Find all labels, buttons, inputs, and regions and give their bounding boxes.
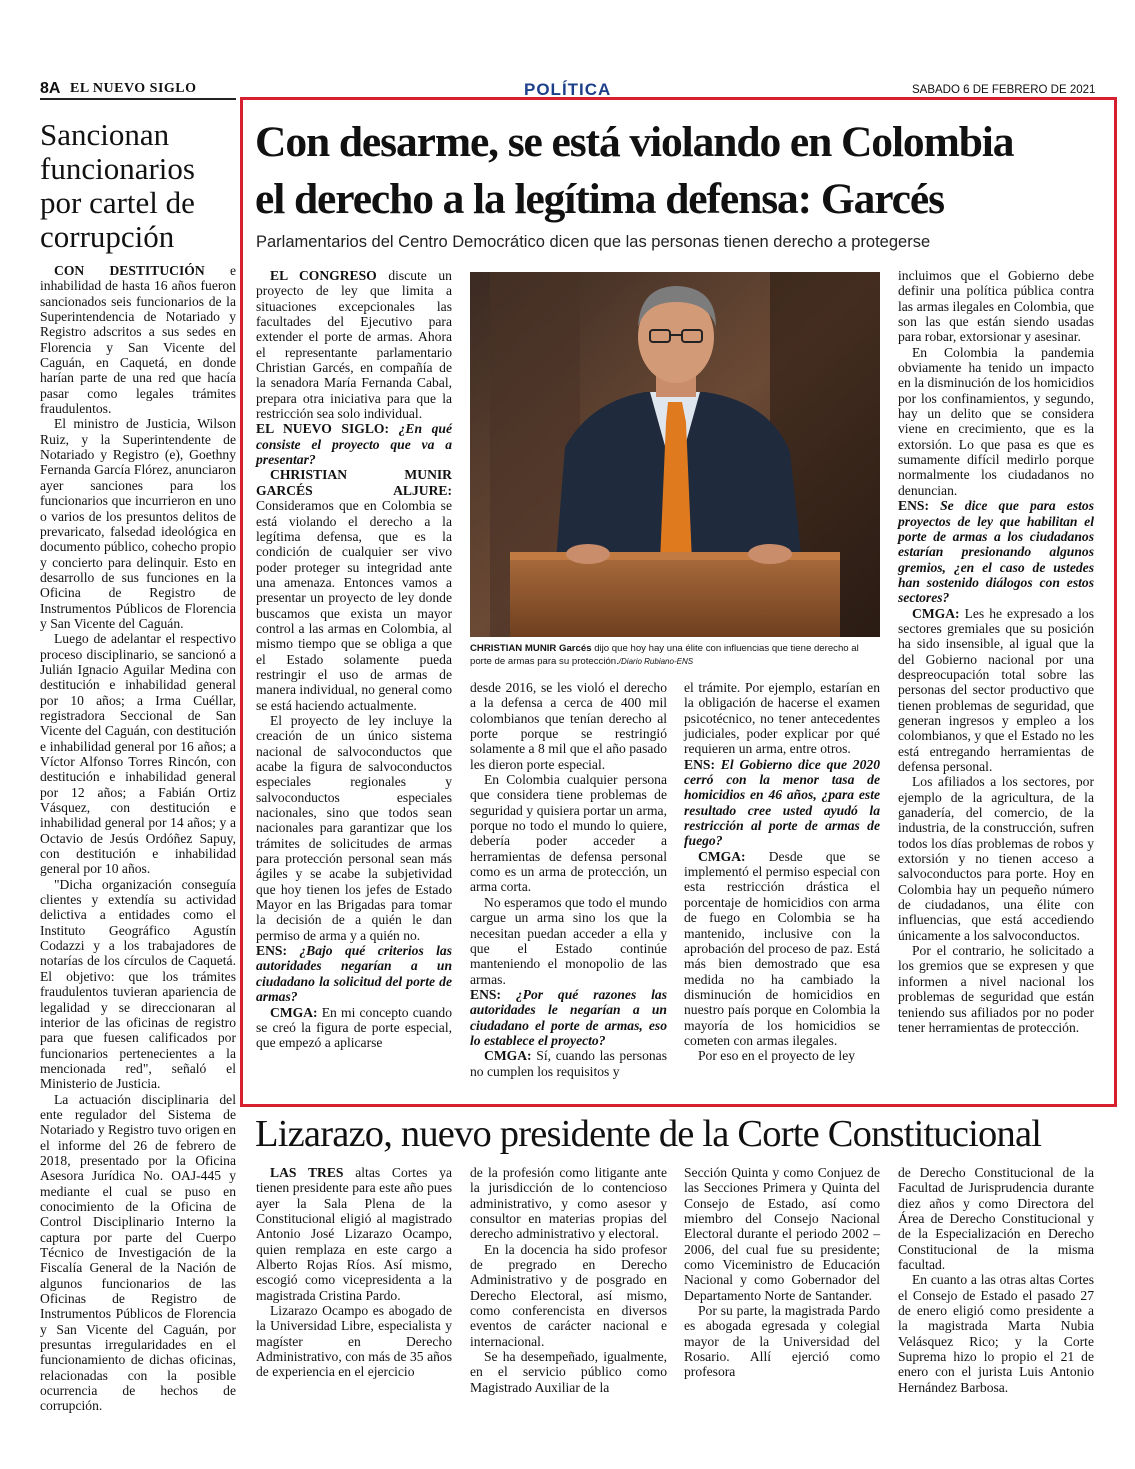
main-headline-line1: Con desarme, se está violando en Colombia xyxy=(255,118,1014,166)
photo-caption xyxy=(470,642,880,668)
caption-text: dijo que hoy hay una élite con influencias que tiene derecho al porte de armas para su protección. xyxy=(470,643,859,667)
side-p3: Luego de adelantar el respectivo proceso disciplinario, se sancionó a Julián Ignacio Aguilar Medina con destitución e inhabilidad general por 10 años; a Irma Cuéllar, registradora Seccional de San Vicente del Caguán, con destitución e inhabilidad general por 16 años; a Víctor Alfonso Torres Rincón, con destitución e inhabilidad general por 12 años; a Fabián Ortiz Vásquez, con destitución e inhabilidad general por 14 años; y a Octavio de Jesús Ordóñez Sapuy, con destitución e inhabilidad general por 10 años. xyxy=(40,631,236,877)
question-text: ¿Bajo qué criterios las autoridades negarían a un ciudadano la solicitud del porte de armas? xyxy=(256,943,452,1005)
second-c4-p1: de Derecho Constitucional de la Facultad de Jurisprudencia durante diez años y como Directora del Área de Derecho Constitucional y de la Especialización en Derecho Constitucional de la misma facultad. xyxy=(898,1165,1094,1273)
main-c3-p2: Por eso en el proyecto de ley xyxy=(698,1048,856,1064)
second-c2-p3: Se ha desempeñado, igualmente, en el servicio público como Magistrado Auxiliar de la xyxy=(470,1349,667,1395)
question-label: ENS: xyxy=(684,756,721,772)
question-label: ENS: xyxy=(470,986,516,1002)
caption-credit: /Diario Rubiano-ENS xyxy=(618,657,694,666)
answer-label: CHRISTIAN MUNIR GARCÉS ALJURE: xyxy=(256,467,452,498)
main-column-2 xyxy=(470,680,667,1092)
main-c1-p2: El proyecto de ley incluye la creación de un único sistema nacional de salvoconductos que acabe la figura de salvoconductos especiales regionales y salvoconductos especiales nacionales, sino que todos sean nacionales para garantizar que los trámites de solicitudes de armas para protección personal sean más ágiles y se acabe la subjetividad que hoy tienen los jefes de Estado Mayor en las Brigadas para tomar la decisión de a quién le dan permiso de arma y a quién no. xyxy=(256,712,452,943)
main-c1-p1: discute un proyecto de ley que limita a situaciones excepcionales las facultades del Ejecutivo para extender el porte de armas. Ahora el representante parlamentario Christian Garcés, en compañía de la senadora María Fernanda Cabal, prepara otra iniciativa para que la restricción sea solo individual. xyxy=(256,268,452,422)
second-column-1 xyxy=(256,1165,452,1395)
side-p5: La actuación disciplinaria del ente regulador del Sistema de Notariado y Registro tuvo origen en el informe del 26 de febrero de 2018, presentado por la Oficina Asesora Jurídica No. OAJ-445 y mediante el cual se puso en conocimiento de la Oficina de Control Disciplinario Interno la captura por parte del Cuerpo Técnico de Investigación de la Fiscalía General de la Nación de algunos funcionarios de las Oficinas de Registro de Instrumentos Públicos de Florencia y San Vicente del Caguán, por presuntas irregularidades en el funcionamiento de dichas oficinas, relacionadas con la posible ocurrencia de hechos de corrupción. xyxy=(40,1091,236,1414)
second-c2-p1: de la profesión como litigante ante la jurisdicción de lo contencioso administrativo, y como asesor y consultor en materias propias del derecho administrativo y electoral. xyxy=(470,1165,667,1242)
second-headline: Lizarazo, nuevo presidente de la Corte Constitucional xyxy=(255,1113,1042,1155)
garces-photo xyxy=(470,272,880,637)
answer-label: CMGA: xyxy=(484,1048,532,1064)
side-story-body xyxy=(40,263,236,1414)
question-text: El Gobierno dice que 2020 cerró con la menor tasa de homicidios en 46 años, ¿para este resultado cree usted ayudó la restricción al porte de armas de fuego? xyxy=(684,756,880,849)
second-lead: LAS TRES xyxy=(270,1165,344,1180)
second-c1-p2: Lizarazo Ocampo es abogado de la Universidad Libre, especialista y magíster en Derecho Administrativo, con más de 35 años de experiencia en el ejercicio xyxy=(256,1303,452,1380)
second-column-2 xyxy=(470,1165,667,1395)
main-lead: EL CONGRESO xyxy=(270,268,377,283)
main-column-3 xyxy=(684,680,880,1092)
answer-text: Sí, cuando las personas no cumplen los requisitos y xyxy=(470,1048,667,1079)
main-c2-p3: No esperamos que todo el mundo cargue un arma sino los que la necesitan puedan acceder a ella y que el Estado continúe manteniendo el monopolio de las armas. xyxy=(470,894,667,987)
issue-date: SABADO 6 DE FEBRERO DE 2021 xyxy=(912,84,1096,96)
main-c4-p4: Por el contrario, he solicitado a los gremios que se expresen y que informen a nivel nacional los problemas de seguridad que están teniendo sus afiliados por no poder tener herramientas de protección. xyxy=(898,943,1094,1035)
side-story-title: Sancionan funcionarios por cartel de corrupción xyxy=(40,117,195,254)
main-subhead: Parlamentarios del Centro Democrático dicen que las personas tienen derecho a protegerse xyxy=(256,233,931,251)
answer-text: Desde que se implementó el permiso especial con esta restricción drástica el porcentaje de homicidios con arma de fuego en Colombia se ha mantenido, inclusive con la aprobación del proceso de paz. Está más bien demostrado que esa medida no ha cambiado la disminución de homicidios en nuestro país porque en Colombia la mayoría de los homicidios se cometen con armas ilegales. xyxy=(684,848,880,1048)
answer-label: CMGA: xyxy=(912,605,960,621)
second-c4-p2: En cuanto a las otras altas Cortes el Consejo de Estado el pasado 27 de enero eligió como presidente a la magistrada Marta Nubia Velásquez Rico; y la Corte Suprema hizo lo propio el 21 de enero con el jurista Luis Antonio Hernández Barbosa. xyxy=(898,1272,1094,1395)
question-text: Se dice que para estos proyectos de ley que habilitan el porte de armas a los ciudadanos estarían presionando algunos gremios, ¿en el caso de ustedes han sostenido diálogos con estos sectores? xyxy=(898,498,1094,606)
second-c3-p2: Por su parte, la magistrada Pardo es abogada egresada y colegial mayor de la Universidad del Rosario. Allí ejerció como profesora xyxy=(684,1303,880,1380)
speaker-at-podium-image xyxy=(470,272,880,637)
section-name: POLÍTICA xyxy=(524,80,612,99)
question-text: ¿Por qué razones las autoridades le negarían a un ciudadano el porte de armas, eso lo establece el proyecto? xyxy=(470,986,667,1048)
main-c4-p1: incluimos que el Gobierno debe definir una política pública contra las armas ilegales en Colombia, que son las que están siendo usadas para robar, extorsionar y asesinar. xyxy=(898,268,1094,345)
answer-text: Les he expresado a los sectores gremiales que su posición ha sido insensible, al igual que la del Gobierno nacional por una despreocupación total sobre las personas del sector productivo que tienen problemas de seguridad, que generan ingresos y empleo a los colombianos, y que el Estado no les está entregando herramientas de defensa personal. xyxy=(898,605,1094,774)
page-number: 8A xyxy=(40,80,61,97)
side-p4: "Dicha organización conseguía clientes y extendía su actividad delictiva a entidades como el Instituto Geográfico Agustín Codazzi y a los trabajadores de notarías de los círculos de Caquetá. El objetivo: que los trámites fraudulentos tuvieran apariencia de legalidad y se direccionaran al interior de las oficinas de registro para que fuesen calificados por funcionarios pertenecientes a la mencionada red", señaló el Ministerio de Justicia. xyxy=(40,876,236,1092)
side-p1: e inhabilidad de hasta 16 años fueron sancionados seis funcionarios de la Superintendencia de Notariado y Registro adscritos a sus sedes en Florencia y San Vicente del Caguán, en Caquetá, en donde harían parte de una red que hacía pasar como legales trámites fraudulentos. xyxy=(40,263,236,417)
side-lead: CON DESTITUCIÓN xyxy=(54,263,205,278)
main-c2-p1: desde 2016, se les violó el derecho a la defensa a cerca de 400 mil colombianos que tenían derecho al porte porque se restringió solamente a 8 mil que el año pasado les dieron porte especial. xyxy=(470,680,667,772)
second-column-3 xyxy=(684,1165,880,1395)
newspaper-name: EL NUEVO SIGLO xyxy=(70,81,197,96)
caption-name: CHRISTIAN MUNIR Garcés xyxy=(470,643,592,654)
second-column-4 xyxy=(898,1165,1094,1395)
main-c4-p2: En Colombia la pandemia obviamente ha tenido un impacto en la disminución de los homicidios por los confinamientos, y segundo, hay un delito que se considera viene en crecimiento, que es la extorsión. Lo que pasa es que es sumamente difícil medirlo porque normalmente los ciudadanos no denuncian. xyxy=(898,344,1094,498)
main-headline-line2: el derecho a la legítima defensa: Garcés xyxy=(255,175,944,223)
question-label: EL NUEVO SIGLO: xyxy=(256,421,399,437)
answer-label: CMGA: xyxy=(698,848,746,864)
second-c3-p1: Sección Quinta y como Conjuez de las Secciones Primera y Quinta del Consejo de Estado, así como miembro del Consejo Nacional Electoral durante el periodo 2002 – 2006, del cual fue su presidente; como Viceministro de Educación Nacional y como Gobernador del Departamento Norte de Santander. xyxy=(684,1165,880,1303)
main-column-1 xyxy=(256,268,452,1092)
main-c3-p1: el trámite. Por ejemplo, estarían en la obligación de hacerse el examen psicotécnico, no tener antecedentes judiciales, poder explicar por qué requieren un arma, entre otros. xyxy=(684,680,880,757)
main-column-4 xyxy=(898,268,1094,1092)
side-p2: El ministro de Justicia, Wilson Ruiz, y la Superintendente de Notariado y Registro (e), Goethny Fernanda García Flórez, anunciaron ayer sanciones para los funcionarios que incurrieron en uno o varios de los presuntos delitos de prevaricato, falsedad ideológica en documento público, cohecho propio y concierto para delinquir. Esto en desarrollo de sus funciones en la Oficina de Registro de Instrumentos Públicos de Florencia y San Vicente del Caguán. xyxy=(40,416,236,631)
question-text: ¿En qué consiste el proyecto que va a presentar? xyxy=(256,421,452,468)
header-rule xyxy=(40,98,236,100)
main-c2-p2: En Colombia cualquier persona que considera tiene problemas de seguridad y quisiera portar un arma, porque no todo el mundo lo quiere, debería poder acceder a herramientas de defensa personal como es un arma de protección, un arma corta. xyxy=(470,772,667,895)
main-c4-p3: Los afiliados a los sectores, por ejemplo de la agricultura, de la ganadería, del comercio, de la industria, de la construcción, sufren todos los días problemas de robos y extorsión y no tienen acceso a salvoconductos para porte. Hoy en Colombia hay un pequeño número de ciudadanos, una élite con influencias, que está accediendo únicamente a los salvoconductos. xyxy=(898,774,1094,943)
second-c2-p2: En la docencia ha sido profesor de pregrado en Derecho Administrativo y de posgrado en Derecho Electoral, así mismo, como conferencista en diversos eventos de carácter nacional e internacional. xyxy=(470,1241,667,1349)
second-c1-p1: altas Cortes ya tienen presidente para este año pues ayer la Sala Plena de la Constitucional eligió al magistrado Antonio José Lizarazo Ocampo, quien remplaza en este cargo a Alberto Rojas Ríos. Así mismo, escogió como vicepresidenta a la magistrada Cristina Pardo. xyxy=(256,1165,453,1303)
question-label: ENS: xyxy=(256,943,300,959)
answer-text: En mi concepto cuando se creó la figura de porte especial, que empezó a aplicarse xyxy=(256,1004,452,1051)
answer-label: CMGA: xyxy=(270,1004,318,1020)
question-label: ENS: xyxy=(898,498,941,514)
answer-text: Consideramos que en Colombia se está violando el derecho a la legítima defensa, que es la condición de cualquier ser vivo poder proteger su integridad ante una amenaza. Entonces vamos a presentar un proyecto de ley donde buscamos que exista un mayor control a las armas en Colombia, al mismo tiempo que se obliga a que el Estado solamente pueda restringir el uso de armas de manera individual, no general como se está haciendo actualmente. xyxy=(256,498,452,713)
